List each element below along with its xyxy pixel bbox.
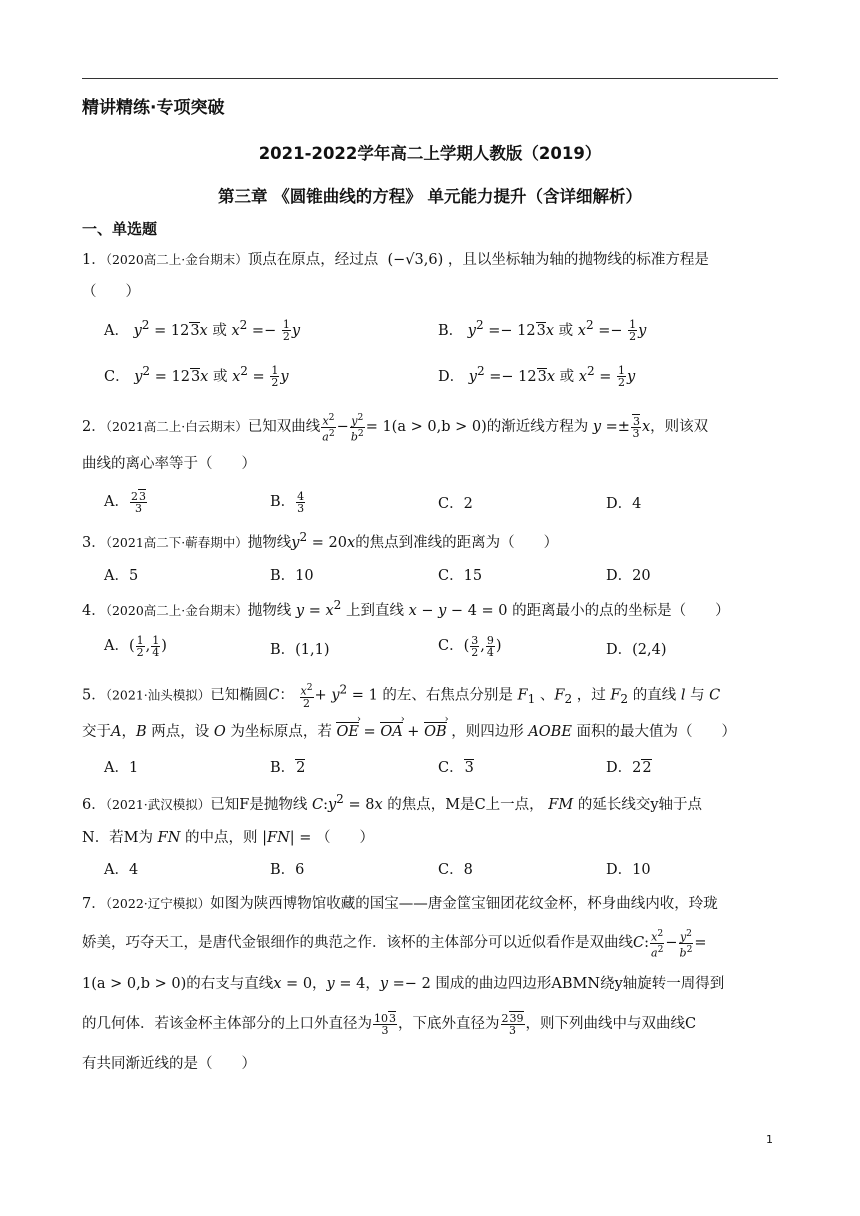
option-a[interactable]: A． $\frac{23}{3}$ bbox=[104, 489, 146, 515]
option-d[interactable]: D．22 bbox=[606, 760, 652, 776]
option-a[interactable]: A． $y^2 = 123x$ 或 $x^2$ =− $\frac{1}{2}$ y bbox=[104, 318, 301, 344]
option-c[interactable]: C．2 bbox=[438, 496, 473, 512]
option-a[interactable]: A．( $\frac{1}{2}$ , $\frac{1}{4}$ ) bbox=[104, 633, 167, 659]
option-c[interactable]: C．15 bbox=[438, 568, 483, 584]
question-number: 1． bbox=[82, 252, 106, 268]
option-d[interactable]: D．4 bbox=[606, 496, 642, 512]
section-heading: 一、单选题 bbox=[82, 220, 158, 238]
option-b[interactable]: B．10 bbox=[270, 568, 314, 584]
option-d[interactable]: D． $y^2 =- 123x$ 或 $x^2$ = $\frac{1}{2}$ y bbox=[438, 364, 636, 390]
option-a[interactable]: A．5 bbox=[104, 568, 139, 584]
option-d[interactable]: D．(2,4) bbox=[606, 642, 667, 658]
question-2: 2．（2021高二上·白云期末）已知双曲线 $\frac{x^2}{a^2}$ − $\frac{y^2}{b^2}$ = 1(a > 0,b > 0)的渐近线方程为 y =± $\frac{3}{3}$ x，则该双 bbox=[82, 412, 709, 444]
question-7-line3: 1(a > 0,b > 0)的右支与直线x = 0，y = 4，y =− 2 围成的曲边四边形ABMN绕y轴旋转一周得到 bbox=[82, 976, 725, 992]
point-value: (−√3,6) bbox=[387, 252, 444, 268]
question-1-paren: （ ） bbox=[82, 284, 140, 300]
option-b[interactable]: B．2 bbox=[270, 760, 306, 776]
option-b[interactable]: B． $\frac{4}{3}$ bbox=[270, 489, 305, 515]
header-rule bbox=[82, 78, 778, 79]
question-3: 3．（2021高二下·蕲春期中）抛物线$y^2 = 20x$的焦点到准线的距离为（ ） bbox=[82, 530, 559, 551]
question-7: 7．（2022·辽宁模拟）如图为陕西博物馆收藏的国宝——唐金筐宝钿团花纹金杯，杯身曲线内收，玲珑 bbox=[82, 896, 718, 912]
question-6: 6．（2021·武汉模拟）已知F是抛物线 $C:y^2 = 8x$ 的焦点，M是C上一点， FM 的延长线交y轴于点 bbox=[82, 792, 703, 813]
option-b[interactable]: B．6 bbox=[270, 862, 305, 878]
option-c[interactable]: C． $y^2 = 123x$ 或 $x^2$ = $\frac{1}{2}$ y bbox=[104, 364, 289, 390]
option-b[interactable]: B．(1,1) bbox=[270, 642, 330, 658]
option-a[interactable]: A．1 bbox=[104, 760, 139, 776]
question-5: 5．（2021·汕头模拟）已知椭圆C： $\frac{x^2}{2}$ + $y^2 = 1$ 的左、右焦点分别是 $F_1$ 、$F_2$ ，过 $F_2$ 的直线 l 与 C bbox=[82, 682, 721, 710]
question-4: 4．（2020高二上·金台期末）抛物线 $y = x^2$ 上到直线 x − y − 4 = 0 的距离最小的点的坐标是（ ） bbox=[82, 598, 730, 619]
question-6-line2: N．若M为 FN 的中点，则 |FN| = （ ） bbox=[82, 830, 375, 846]
question-7-line2: 娇美，巧夺天工，是唐代金银细作的典范之作．该杯的主体部分可以近似看作是双曲线C: $\frac{x^2}{a^2}$ − $\frac{y^2}{b^2}$ = bbox=[82, 928, 707, 960]
option-d[interactable]: D．20 bbox=[606, 568, 651, 584]
document-title: 2021-2022学年高二上学期人教版（2019） bbox=[258, 144, 602, 163]
option-c[interactable]: C．8 bbox=[438, 862, 473, 878]
question-2-line2: 曲线的离心率等于（ ） bbox=[82, 456, 256, 472]
question-7-line5: 有共同渐近线的是（ ） bbox=[82, 1056, 256, 1072]
question-5-line2: 交于A，B 两点，设 O 为坐标原点，若 OE › = OA › + OB › ，则四边形 AOBE 面积的最大值为（ ） bbox=[82, 720, 736, 741]
option-b[interactable]: B． $y^2 =- 123x$ 或 $x^2$ =− $\frac{1}{2}$ y bbox=[438, 318, 647, 344]
option-c[interactable]: C．( $\frac{3}{2}$ , $\frac{9}{4}$ ) bbox=[438, 633, 502, 659]
series-title: 精讲精练·专项突破 bbox=[82, 98, 225, 118]
option-c[interactable]: C．3 bbox=[438, 760, 474, 776]
option-d[interactable]: D．10 bbox=[606, 862, 651, 878]
question-1: 1．（2020高二上·金台期末）顶点在原点，经过点 (−√3,6) ，且以坐标轴为轴的抛物线的标准方程是 bbox=[82, 252, 709, 268]
question-source: （2020高二上·金台期末） bbox=[105, 252, 248, 267]
document-subtitle: 第三章 《圆锥曲线的方程》 单元能力提升（含详细解析） bbox=[218, 187, 642, 206]
question-7-line4: 的几何体．若该金杯主体部分的上口外直径为 $\frac{103}{3}$ ，下底外直径为 $\frac{239}{3}$ ，则下列曲线中与双曲线C bbox=[82, 1011, 697, 1037]
option-a[interactable]: A．4 bbox=[104, 862, 139, 878]
page-number: 1 bbox=[766, 1133, 773, 1146]
